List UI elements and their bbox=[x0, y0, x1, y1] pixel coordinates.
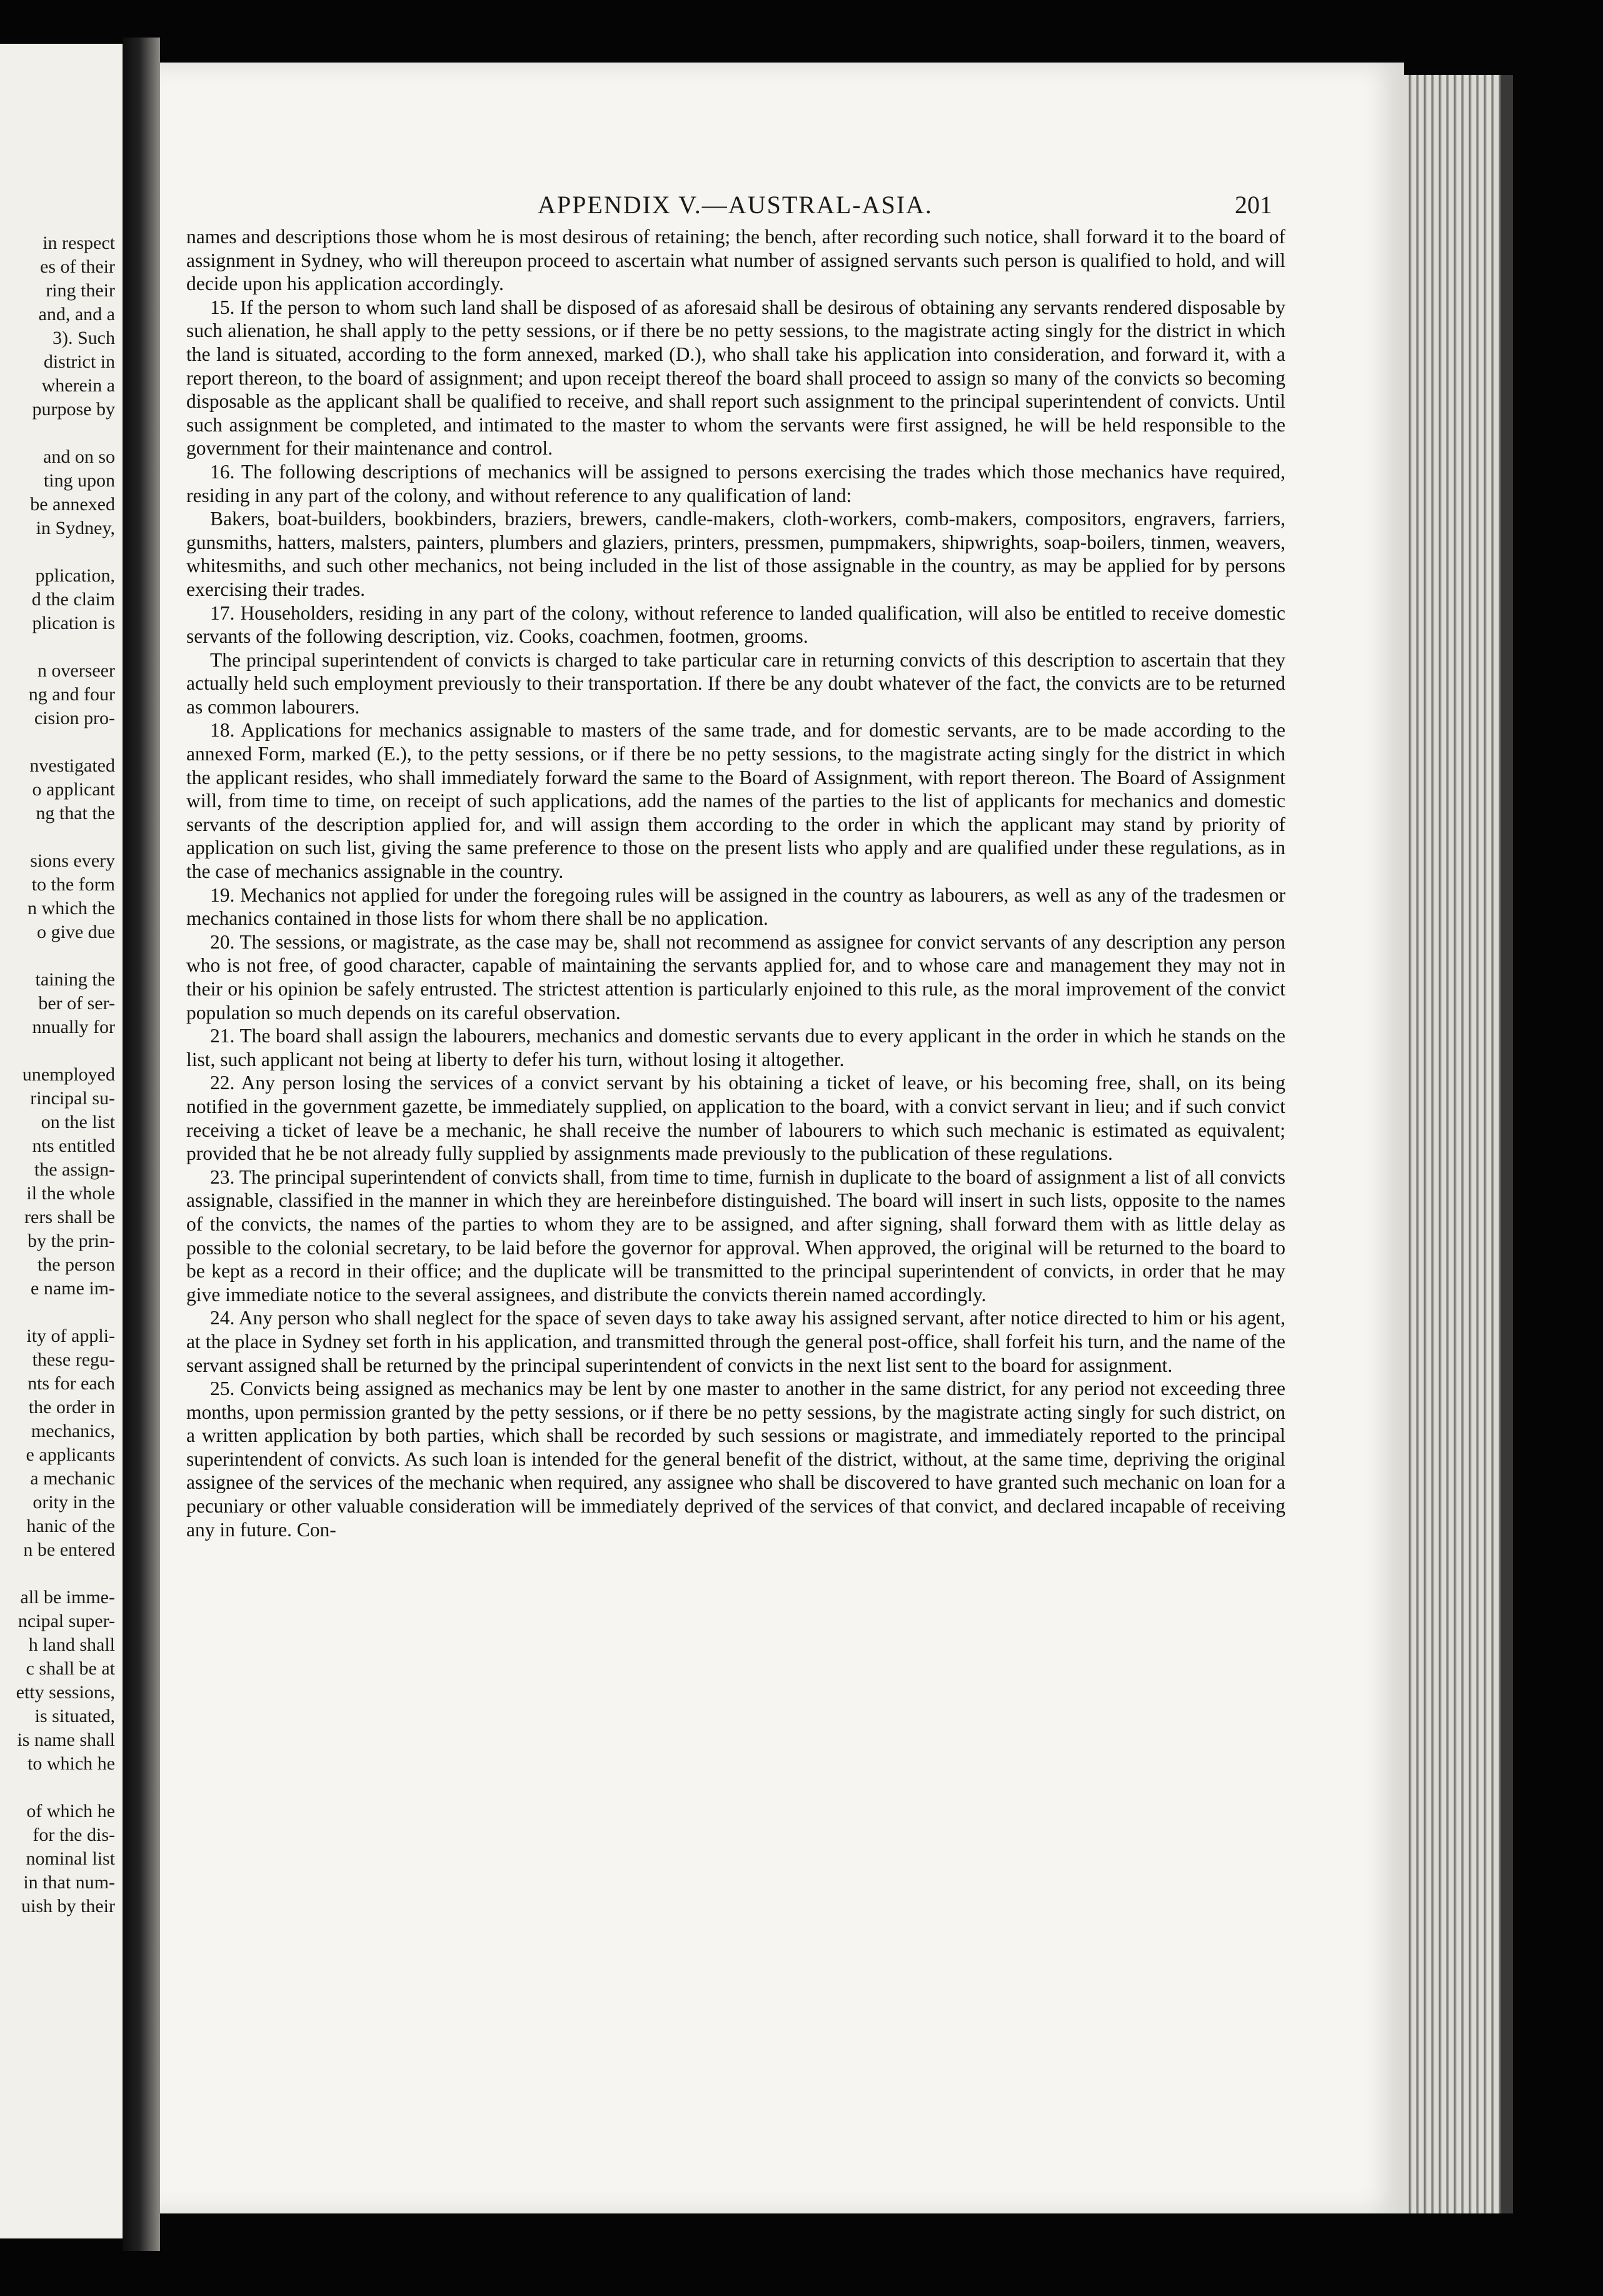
facing-page-line: nvestigated bbox=[29, 755, 115, 776]
facing-page-line: pplication, bbox=[35, 565, 115, 586]
paragraph: Bakers, boat-builders, bookbinders, braziers, brewers, candle-makers, cloth-workers, comb-makers, compositors, engravers, farriers, gunsmiths, hatters, malsters, painters, plumbers and glaziers, printers, pressmen, pumpmakers, shipwrights, soap-boilers, tinmen, weavers, whitesmiths, and such other mechanics, not being included in the list of those assignable in the country, as may be applied for by persons exercising their trades. bbox=[186, 508, 1285, 600]
facing-page-line: all be imme- bbox=[20, 1587, 115, 1608]
facing-page-line: h land shall bbox=[28, 1634, 115, 1655]
facing-page-line: in Sydney, bbox=[36, 518, 115, 538]
paragraph: 22. Any person losing the services of a convict servant by his obtaining a ticket of leave, or his becoming free, shall, on its being notified in the government gazette, be immediately supplied, on application to the board, with a convict servant in lieu; and if such convict receiving a ticket of leave be a mechanic, he shall receive the number of labourers to which such mechanic is estimated as equivalent; provided that he be not already fully supplied by assignments made previously to the publication of these regulations. bbox=[186, 1072, 1285, 1165]
facing-page-line: ber of ser- bbox=[38, 993, 115, 1014]
facing-page-line: nnually for bbox=[32, 1017, 115, 1037]
facing-page-line: purpose by bbox=[32, 399, 115, 420]
facing-page-line: ity of appli- bbox=[26, 1326, 115, 1346]
facing-page-line: unemployed bbox=[22, 1064, 115, 1085]
facing-page-line: e name im- bbox=[31, 1278, 115, 1299]
facing-page-line: mechanics, bbox=[31, 1421, 115, 1441]
facing-page-line: and, and a bbox=[38, 304, 115, 325]
facing-page-line: c shall be at bbox=[26, 1658, 115, 1679]
facing-page-line: these regu- bbox=[32, 1349, 115, 1370]
running-header: APPENDIX V.—AUSTRAL-ASIA. bbox=[538, 191, 933, 219]
facing-page-line: by the prin- bbox=[28, 1231, 115, 1251]
facing-page-line: rers shall be bbox=[24, 1207, 115, 1227]
paragraph: 17. Householders, residing in any part of the colony, without reference to landed qualification, will also be entitled to receive domestic servants of the following description, viz. Cooks, coachmen, footmen, grooms. bbox=[186, 602, 1285, 648]
facing-page-line: the order in bbox=[28, 1397, 115, 1417]
paragraph: 24. Any person who shall neglect for the space of seven days to take away his assigned servant, after notice directed to him or his agent, at the place in Sydney set forth in his application, and transmitted through the general post-office, shall forfeit his turn, and the name of the servant assigned shall be returned by the principal superintendent of convicts in the next list sent to the board for assignment. bbox=[186, 1307, 1285, 1376]
facing-page-line: ng and four bbox=[28, 684, 115, 705]
paragraph: 23. The principal superintendent of convicts shall, from time to time, furnish in duplicate to the board of assignment a list of all convicts assignable, classified in the manner in which they are hereinbefore distinguished. The board will insert in such lists, opposite to the names of the convicts, the names of the parties to whom they are to be assigned, and after signing, shall forward them with as little delay as possible to the colonial secretary, to be laid before the governor for approval. When approved, the original will be returned to the board to be kept as a record in their office; and the duplicate will be transmitted to the principal superintendent of convicts, in order that he may give immediate notice to the several assignees, and distribute the convicts therein named accordingly. bbox=[186, 1166, 1285, 1306]
facing-page-line: rincipal su- bbox=[30, 1088, 115, 1109]
facing-page-line: n be entered bbox=[23, 1539, 115, 1560]
facing-page-line: cision pro- bbox=[34, 708, 115, 728]
paragraph: 15. If the person to whom such land shall be disposed of as aforesaid shall be desirous of obtaining any servants rendered disposable by such alienation, he shall apply to the petty sessions, or if there be no petty sessions, to the magistrate acting singly for the district in which the land is situated, according to the form annexed, marked (D.), who shall take his application into consideration, and forward it, with a report thereon, to the board of assignment; and upon receipt thereof the board shall proceed to assign so many of the convicts so becoming disposable as the applicant shall be qualified to receive, and shall report such assignment to the principal superintendent of convicts. Until such assignment be completed, and intimated to the master to whom the servants were first assigned, he will be held responsible to the government for their maintenance and control. bbox=[186, 296, 1285, 460]
facing-page-line: of which he bbox=[26, 1801, 115, 1821]
facing-page-line: hanic of the bbox=[26, 1516, 115, 1536]
facing-page-line: ring their bbox=[46, 280, 115, 301]
page-edge-shadow bbox=[1500, 75, 1513, 2213]
facing-page-line: nominal list bbox=[26, 1848, 115, 1869]
facing-page-line: il the whole bbox=[26, 1183, 115, 1204]
paragraph: 25. Convicts being assigned as mechanics may be lent by one master to another in the same district, for any period not exceeding three months, upon permission granted by the petty sessions, or if there be no petty sessions, by the magistrate acting singly for such district, on a written application by both parties, which shall be recorded by such sessions or magistrate, and immediately reported to the principal superintendent of convicts. As such loan is intended for the general benefit of the district, without, at the same time, depriving the original assignee of the services of the mechanic when required, any assignee who shall be discovered to have granted such mechanic on loan for a pecuniary or other valuable consideration will be immediately deprived of the services of that convict, and declared incapable of receiving any in future. Con- bbox=[186, 1377, 1285, 1541]
facing-page-line: in respect bbox=[43, 233, 115, 253]
paragraph: 21. The board shall assign the labourers, mechanics and domestic servants due to every applicant in the order in which he stands on the list, such applicant not being at liberty to defer his turn, without losing it altogether. bbox=[186, 1025, 1285, 1070]
facing-page-line: e applicants bbox=[26, 1444, 115, 1465]
facing-page-line: the person bbox=[37, 1254, 115, 1275]
facing-page-line: in that num- bbox=[23, 1872, 115, 1893]
paragraph: 20. The sessions, or magistrate, as the case may be, shall not recommend as assignee for convict servants of any description any person who is not free, of good character, capable of maintaining the servants applied for, and to whose care and management they may not in their or his opinion be safely entrusted. The strictest attention is particularly enjoined to this rule, as the moral improvement of the convict population so much depends on its careful observation. bbox=[186, 930, 1285, 1024]
paragraph: 18. Applications for mechanics assignable to masters of the same trade, and for domestic servants, are to be made according to the annexed Form, marked (E.), to the petty sessions, or if there be no petty sessions, to the magistrate acting singly for the district in which the applicant resides, who shall immediately forward the same to the Board of Assignment, with report thereon. The Board of Assignment will, from time to time, on receipt of such applications, add the names of the parties to the list of applicants for mechanics and domestic servants of the description applied for, and will assign them according to the order in which the applicant may stand by priority of application on such list, giving the same preference to those on the present lists who apply and are qualified under these regulations, as in the case of mechanics assignable in the country. bbox=[186, 719, 1285, 883]
facing-page-line: a mechanic bbox=[30, 1468, 115, 1489]
facing-page-line: ncipal super- bbox=[18, 1611, 115, 1631]
facing-page-line: uish by their bbox=[21, 1896, 115, 1916]
facing-page-line: and on so bbox=[43, 446, 115, 467]
facing-page-line: is name shall bbox=[17, 1730, 115, 1750]
facing-page-line: for the dis- bbox=[33, 1825, 115, 1845]
facing-page-line: wherein a bbox=[41, 375, 115, 396]
facing-page-line: to which he bbox=[28, 1753, 115, 1774]
facing-page-line: ng that the bbox=[36, 803, 115, 823]
facing-page-line: on the list bbox=[41, 1112, 115, 1132]
facing-page-line: 3). Such bbox=[53, 328, 115, 348]
facing-page-line: o applicant bbox=[32, 779, 115, 800]
facing-page-line: nts entitled bbox=[32, 1135, 115, 1156]
page-number: 201 bbox=[1235, 191, 1272, 219]
facing-page-line: o give due bbox=[37, 922, 115, 942]
facing-page-line: taining the bbox=[35, 969, 115, 990]
facing-page-line: es of their bbox=[40, 256, 115, 277]
facing-page-line: is situated, bbox=[34, 1706, 115, 1726]
body-text bbox=[186, 225, 1285, 1541]
facing-page-line: etty sessions, bbox=[16, 1682, 115, 1703]
facing-page-line: plication is bbox=[32, 613, 115, 633]
facing-page-line: ting upon bbox=[43, 470, 115, 491]
paragraph: The principal superintendent of convicts is charged to take particular care in returning convicts of this description to ascertain that they actually held such employment previously to their transportation. If there be any doubt whatever of the fact, the convicts are to be returned as common labourers. bbox=[186, 648, 1285, 718]
facing-page-line: sions every bbox=[30, 850, 115, 871]
page-edges bbox=[1404, 75, 1500, 2213]
facing-page-line: nts for each bbox=[28, 1373, 115, 1394]
paragraph: 19. Mechanics not applied for under the foregoing rules will be assigned in the country as labourers, as well as any of the tradesmen or mechanics contained in those lists for whom there shall be no application. bbox=[186, 884, 1285, 930]
facing-page-line: to the form bbox=[31, 874, 115, 895]
facing-page-fragment bbox=[0, 44, 123, 2238]
facing-page-line: d the claim bbox=[31, 589, 115, 610]
paragraph: names and descriptions those whom he is most desirous of retaining; the bench, after recording such notice, shall forward it to the board of assignment in Sydney, who will thereupon proceed to ascertain what number of assigned servants such person is qualified to hold, and will decide upon his application accordingly. bbox=[186, 226, 1285, 295]
facing-page-line: be annexed bbox=[30, 494, 115, 515]
book-gutter bbox=[123, 38, 160, 2251]
facing-page-line: n which the bbox=[28, 898, 115, 919]
facing-page-line: ority in the bbox=[33, 1492, 115, 1513]
facing-page-line: n overseer bbox=[37, 660, 115, 681]
facing-page-line: the assign- bbox=[34, 1159, 115, 1180]
facing-page-line: district in bbox=[43, 351, 115, 372]
paragraph: 16. The following descriptions of mechanics will be assigned to persons exercising the trades which those mechanics have required, residing in any part of the colony, and without reference to any qualification of land: bbox=[186, 460, 1285, 506]
